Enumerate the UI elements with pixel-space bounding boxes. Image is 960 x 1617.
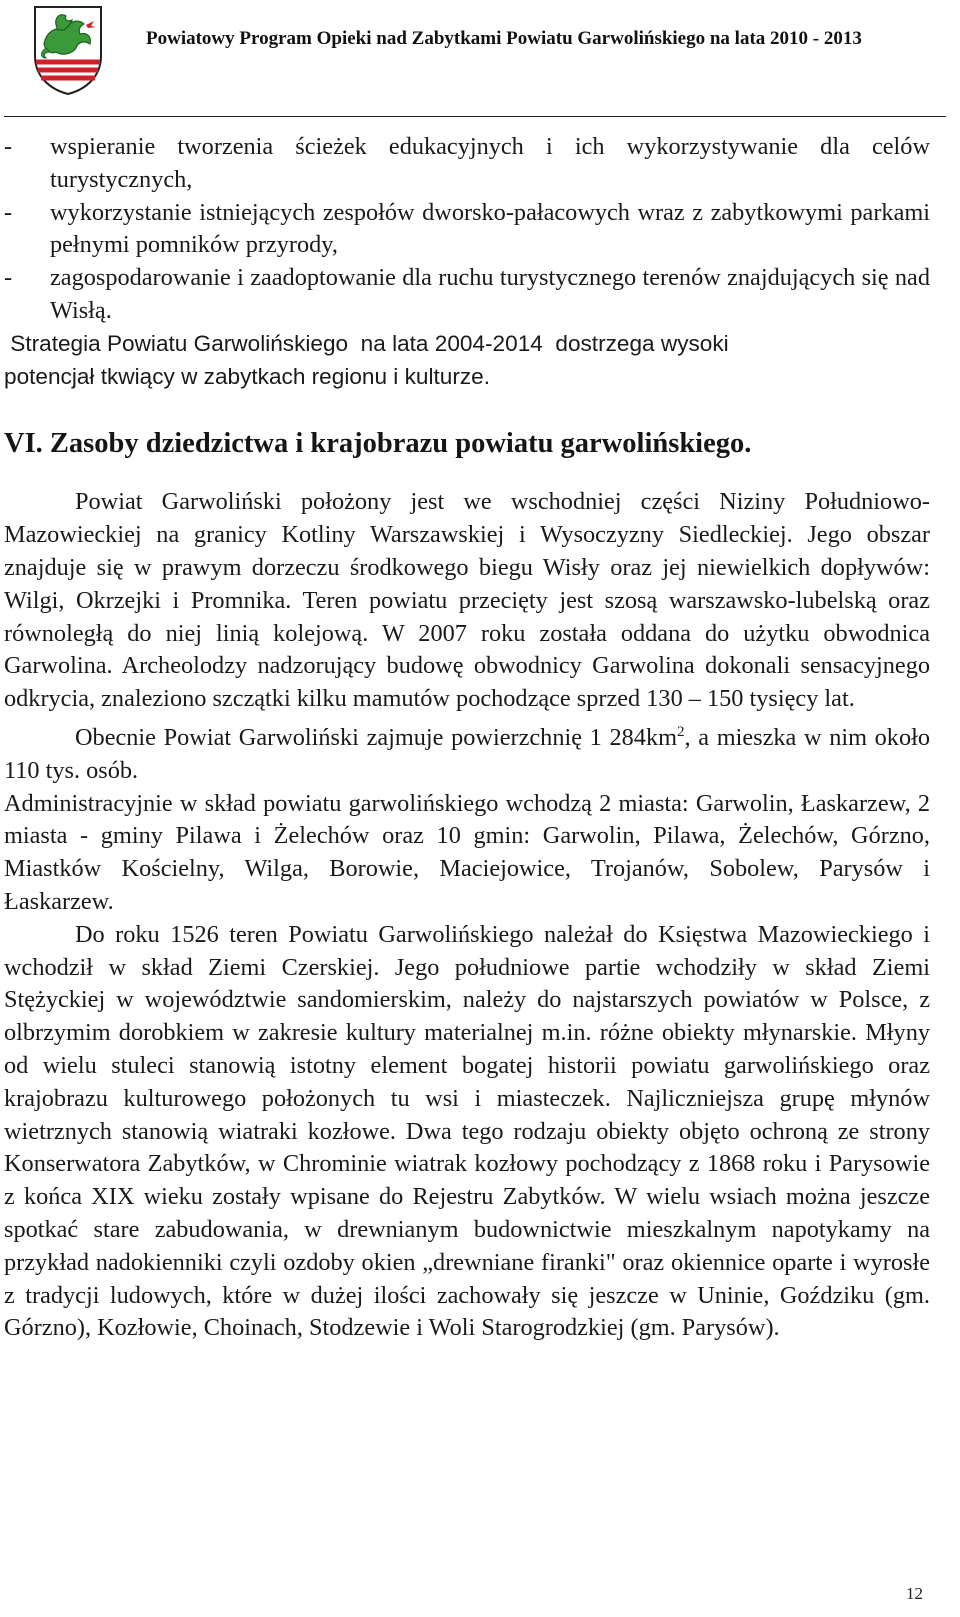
list-dash: - bbox=[4, 133, 13, 160]
list-item-text: zagospodarowanie i zaadoptowanie dla ruchu turystycznego terenów znajdujących się nad Wisłą. bbox=[50, 264, 930, 324]
strategy-note bbox=[4, 328, 930, 394]
list-item-text: wspieranie tworzenia ścieżek edukacyjnych i ich wykorzystywanie dla celów turystycznych, bbox=[50, 133, 930, 193]
area-superscript: 2 bbox=[677, 723, 685, 740]
area-text-cont: , a mieszka w nim około 110 tys. osób. bbox=[4, 724, 930, 784]
list-item bbox=[4, 262, 930, 328]
document-body bbox=[4, 131, 930, 1345]
paragraph-history: Do roku 1526 teren Powiatu Garwolińskiego należał do Księstwa Mazowieckiego i wchodził w skład Ziemi Czerskiej. Jego południowe partie wchodziły w skład Ziemi Stężyckiej w województwie sandomierskim, należy do najstarszych powiatów w Polsce, z olbrzymim dorobkiem w zakresie kultury materialnej m.in. różne obiekty młynarskie. Młyny od wielu stuleci stanowią istotny element bogatej historii powiatu garwolińskiego oraz krajobrazu kulturowego położonych tu wsi i miasteczek. Najliczniejsza grupę młynów wietrznych stanowią wiatraki kozłowe. Dwa tego rodzaju obiekty objęto ochroną ze strony Konserwatora Zabytków, w Chrominie wiatrak kozłowy pochodzący z 1868 roku i Parysowie z końca XIX wieku zostały wpisane do Rejestru Zabytków. W wielu wsiach można jeszcze spotkać stare zabudowania, w drewnianym budownictwie mieszkalnym napotykamy na przykład nadokienniki czyli ozdoby okien „drewniane firanki" oraz okiennice oparte i wyrosłe z tradycji ludowych, które w dużej ilości zachowały się jeszcze w Uninie, Goździku (gm. Górzno), Kozłowie, Choinach, Stodzewie i Woli Starogrodzkiej (gm. Parysów). bbox=[4, 920, 930, 1342]
document-running-title: Powiatowy Program Opieki nad Zabytkami Powiatu Garwolińskiego na lata 2010 - 2013 bbox=[146, 28, 862, 49]
strategy-line-1: Strategia Powiatu Garwolińskiego na lata 2004-2014 dostrzega wysoki bbox=[4, 330, 729, 356]
coat-of-arms-logo bbox=[32, 4, 104, 96]
paragraph-administration: Administracyjnie w skład powiatu garwolińskiego wchodzą 2 miasta: Garwolin, Łaskarzew, 2 miasta - gminy Pilawa i Żelechów oraz 10 gmin: Garwolin, Pilawa, Żelechów, Górzno, Miastków Kościelny, Wilga, Borowie, Maciejowice, Trojanów, Sobolew, Parysów i Łaskarzew. bbox=[4, 789, 930, 916]
strategy-line-2: potencjał tkwiący w zabytkach regionu i kulturze. bbox=[4, 363, 490, 389]
list-dash: - bbox=[4, 264, 13, 292]
list-dash: - bbox=[4, 198, 13, 226]
area-text: Obecnie Powiat Garwoliński zajmuje powierzchnię 1 284km bbox=[75, 724, 677, 752]
page-header bbox=[0, 0, 960, 118]
list-item bbox=[4, 131, 930, 197]
paragraph-area bbox=[4, 716, 930, 788]
list-item bbox=[4, 197, 930, 263]
paragraph-location: Powiat Garwoliński położony jest we wschodniej części Niziny Południowo-Mazowieckiej na granicy Kotliny Warszawskiej i Wysoczyzny Siedleckiej. Jego obszar znajduje się w prawym dorzeczu środkowego biegu Wisły oraz jej niewielkich dopływów: Wilgi, Okrzejki i Promnika. Teren powiatu przecięty jest szosą warszawsko-lubelską oraz równoległą do niej linią kolejową. W 2007 roku została oddana do użytku obwodnica Garwolina. Archeolodzy nadzorujący budowę obwodnicy Garwolina dokonali sensacyjnego odkrycia, znaleziono szczątki kilku mamutów pochodzące sprzed 130 – 150 tysięcy lat. bbox=[4, 488, 930, 713]
list-item-text: wykorzystanie istniejących zespołów dworsko-pałacowych wraz z zabytkowymi parkami pełnymi pomników przyrody, bbox=[50, 198, 930, 259]
section-heading: VI. Zasoby dziedzictwa i krajobrazu powiatu garwolińskiego. bbox=[4, 428, 752, 460]
header-divider bbox=[4, 116, 946, 117]
page-number: 12 bbox=[906, 1584, 923, 1603]
